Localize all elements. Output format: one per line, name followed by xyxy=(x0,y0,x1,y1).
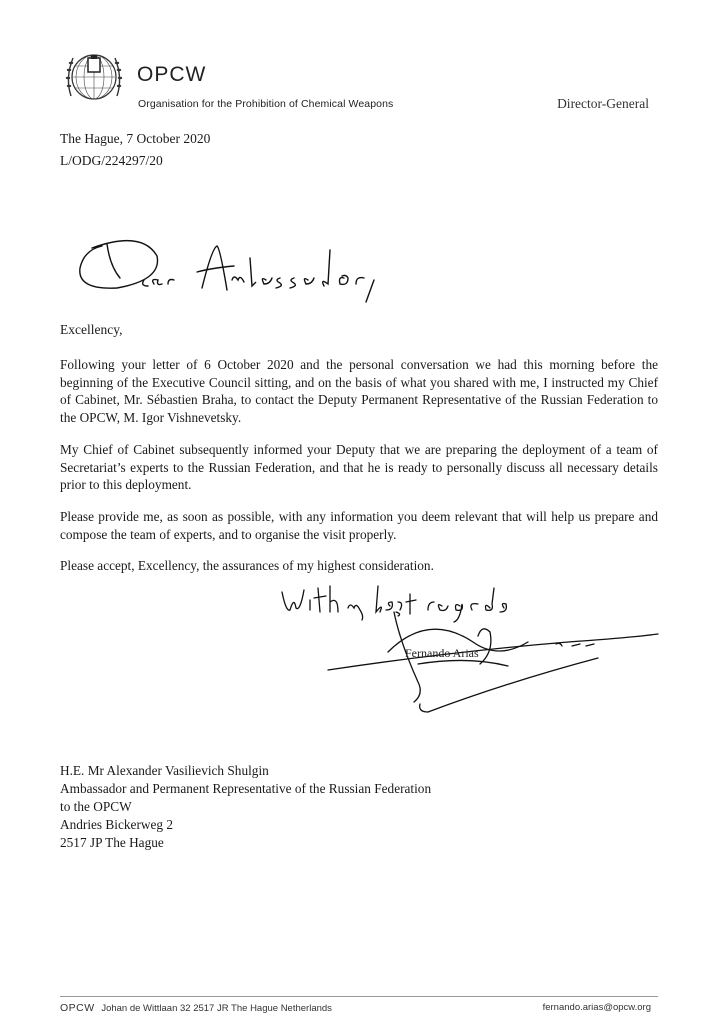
recipient-line: 2517 JP The Hague xyxy=(60,835,164,850)
paragraph-3: Please provide me, as soon as possible, with any information you deem relevant that will help us prepare and compose the team of experts, and to organise the visit properly. xyxy=(60,509,658,542)
recipient-line: to the OPCW xyxy=(60,799,132,814)
paragraph-2: My Chief of Cabinet subsequently informed your Deputy that we are preparing the deployment of a team of Secretariat’s experts to the Russian Federation, and that he is ready to personally discuss all necessary details prior to this deployment. xyxy=(60,442,658,492)
recipient-line: H.E. Mr Alexander Vasilievich Shulgin xyxy=(60,763,269,778)
recipient-line: Andries Bickerweg 2 xyxy=(60,817,173,832)
paragraph-1: Following your letter of 6 October 2020 and the personal conversation we had this morning before the beginning of the Executive Council sitting, and on the basis of what you shared with me, I instructed my Chief of Cabinet, Mr. Sébastien Braha, to contact the Deputy Permanent Representative of the Russian Federation to the OPCW, M. Igor Vishnevetsky. xyxy=(60,357,658,425)
org-name: OPCW xyxy=(137,63,207,86)
footer-email: fernando.arias@opcw.org xyxy=(542,1002,651,1013)
org-full-name: Organisation for the Prohibition of Chemical Weapons xyxy=(138,98,394,110)
recipient-line: Ambassador and Permanent Representative of the Russian Federation xyxy=(60,781,432,796)
footer-address xyxy=(60,1002,332,1014)
footer-brand: OPCW xyxy=(60,1002,95,1014)
handwritten-salutation xyxy=(62,228,402,308)
reference-number: L/ODG/224297/20 xyxy=(60,153,163,168)
paragraph-closing: Please accept, Excellency, the assurances of my highest consideration. xyxy=(60,558,434,573)
footer-street: Johan de Wittlaan 32 2517 JR The Hague Netherlands xyxy=(101,1003,332,1014)
opcw-emblem-icon xyxy=(63,46,125,108)
place-date: The Hague, 7 October 2020 xyxy=(60,131,211,146)
signatory-name: Fernando Arias xyxy=(405,646,479,660)
office-title: Director-General xyxy=(557,96,649,111)
footer-divider xyxy=(60,996,658,997)
salutation: Excellency, xyxy=(60,322,123,337)
